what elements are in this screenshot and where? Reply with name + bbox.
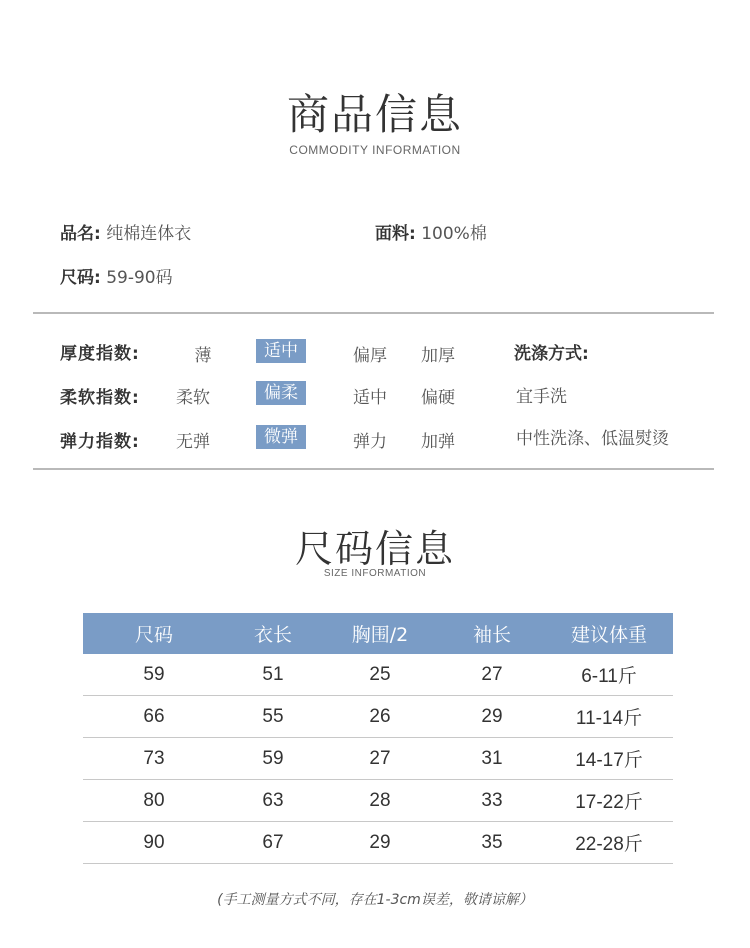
cell-size: 80 — [143, 789, 165, 811]
cell-weight: 22-28斤 — [575, 834, 643, 855]
elasticity-option-elastic: 弹力 — [353, 432, 387, 452]
cell-size: 59 — [143, 663, 165, 685]
header-sleeve: 袖长 — [472, 624, 511, 646]
size-table — [83, 613, 673, 864]
size-range-label: 尺码: — [60, 268, 101, 288]
softness-index-label: 柔软指数: — [60, 388, 140, 408]
thickness-option-thick: 加厚 — [421, 346, 455, 366]
cell-size: 73 — [143, 747, 165, 769]
measurement-note: (手工测量方式不同，存在1-3cm误差，敬请谅解） — [217, 892, 533, 908]
washing-method-label: 洗涤方式: — [514, 344, 589, 364]
thickness-index-label: 厚度指数: — [60, 344, 140, 364]
cell-chest: 27 — [369, 747, 391, 769]
softness-option-slightly-soft-selected: 偏柔 — [256, 381, 306, 405]
table-row — [83, 696, 673, 738]
cell-sleeve: 33 — [481, 789, 503, 811]
cell-chest: 29 — [369, 831, 391, 853]
thickness-option-medium-selected: 适中 — [256, 339, 306, 363]
product-name-label: 品名: — [60, 224, 101, 244]
cell-weight: 17-22斤 — [575, 792, 643, 813]
cell-size: 90 — [143, 831, 165, 853]
cell-chest: 25 — [369, 663, 391, 685]
fabric-value: 100%棉 — [421, 224, 487, 244]
divider-bottom — [33, 468, 714, 470]
washing-care-instructions: 中性洗涤、低温熨烫 — [516, 429, 669, 449]
header-size: 尺码 — [134, 624, 173, 646]
washing-hand-wash: 宜手洗 — [516, 387, 567, 407]
thickness-option-thicker: 偏厚 — [353, 346, 387, 366]
cell-length: 59 — [262, 747, 284, 769]
size-table-header — [83, 613, 673, 654]
cell-sleeve: 35 — [481, 831, 503, 853]
cell-weight: 14-17斤 — [575, 750, 643, 771]
header-chest: 胸围/2 — [351, 624, 409, 646]
fabric-field — [375, 219, 487, 244]
cell-length: 51 — [262, 663, 284, 685]
cell-weight: 6-11斤 — [581, 666, 637, 687]
table-row — [83, 654, 673, 696]
cell-chest: 26 — [369, 705, 391, 727]
elasticity-option-slight-selected: 微弹 — [256, 425, 306, 449]
product-info-title: 商品信息 — [286, 90, 463, 139]
softness-option-stiff: 偏硬 — [421, 388, 455, 408]
softness-option-soft: 柔软 — [176, 388, 210, 408]
cell-sleeve: 31 — [481, 747, 503, 769]
size-range-field — [60, 263, 173, 288]
cell-sleeve: 29 — [481, 705, 503, 727]
size-info-title: 尺码信息 — [294, 527, 455, 571]
table-row — [83, 822, 673, 864]
elasticity-option-none: 无弹 — [176, 432, 210, 452]
header-weight: 建议体重 — [570, 624, 647, 646]
product-info-subtitle: COMMODITY INFORMATION — [289, 143, 461, 157]
thickness-option-thin: 薄 — [194, 346, 212, 366]
cell-chest: 28 — [369, 789, 391, 811]
product-name-field — [60, 219, 191, 244]
size-info-subtitle: SIZE INFORMATION — [323, 568, 427, 579]
fabric-label: 面料: — [375, 224, 416, 244]
cell-weight: 11-14斤 — [575, 708, 643, 729]
cell-sleeve: 27 — [481, 663, 503, 685]
header-length: 衣长 — [253, 624, 292, 646]
cell-size: 66 — [143, 705, 165, 727]
table-row — [83, 780, 673, 822]
softness-option-medium: 适中 — [353, 388, 387, 408]
divider-top — [33, 312, 714, 314]
cell-length: 63 — [262, 789, 284, 811]
cell-length: 67 — [262, 831, 284, 853]
elasticity-option-extra: 加弹 — [421, 432, 455, 452]
size-range-value: 59-90码 — [106, 268, 173, 288]
product-name-value: 纯棉连体衣 — [106, 224, 192, 244]
cell-length: 55 — [262, 705, 284, 727]
table-row — [83, 738, 673, 780]
elasticity-index-label: 弹力指数: — [60, 432, 140, 452]
